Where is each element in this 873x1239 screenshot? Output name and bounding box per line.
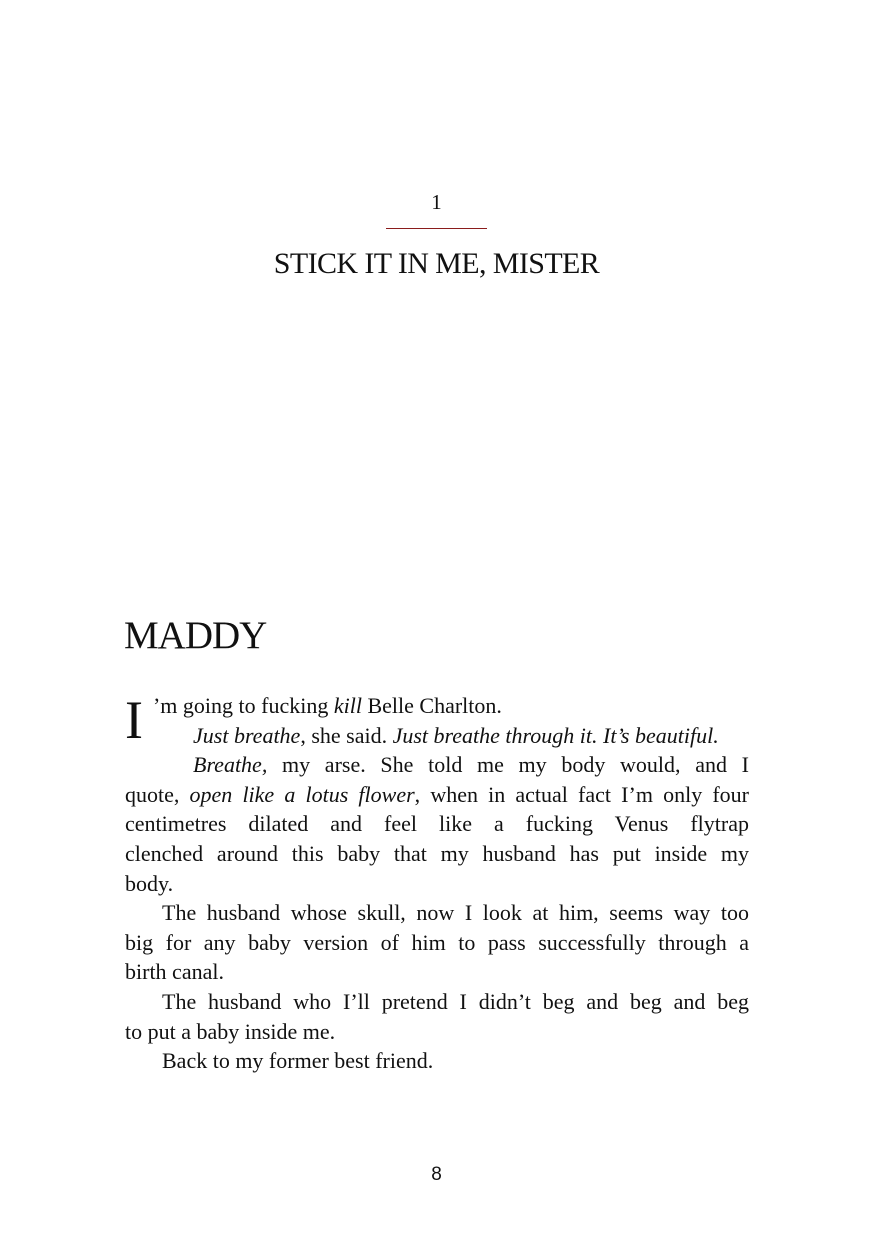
text-line: body.: [125, 870, 174, 896]
text-line: centimetres dilated and feel like a fucking Venus flytrap: [125, 811, 749, 837]
text-line: clenched around this baby that my husband has put inside my: [125, 840, 749, 866]
drop-cap: I: [125, 690, 143, 750]
opening-paragraph-block: [125, 691, 749, 780]
page-number: 8: [431, 1164, 442, 1185]
text-line: big for any baby version of him to pass successfully through a: [125, 929, 749, 955]
chapter-rule: [386, 228, 487, 229]
text-line: Breathe, my arse. She told me my body would, and I: [193, 752, 749, 778]
chapter-title: STICK IT IN ME, MISTER: [273, 247, 600, 280]
text-line: Just breathe, she said. Just breathe through it. It’s beautiful.: [193, 722, 719, 748]
chapter-number: 1: [431, 190, 442, 214]
body-text: [125, 691, 749, 1076]
text-line: The husband whose skull, now I look at him, seems way too: [162, 900, 749, 926]
text-line: Back to my former best friend.: [162, 1048, 434, 1074]
text-line: to put a baby inside me.: [125, 1018, 336, 1044]
text-line: ’m going to fucking kill Belle Charlton.: [152, 693, 502, 718]
text-line: The husband who I’ll pretend I didn’t beg and beg and beg: [162, 988, 749, 1014]
pov-heading: MADDY: [124, 614, 267, 657]
text-line: quote, open like a lotus flower, when in actual fact I’m only four: [125, 781, 750, 807]
text-line: birth canal.: [125, 959, 224, 985]
